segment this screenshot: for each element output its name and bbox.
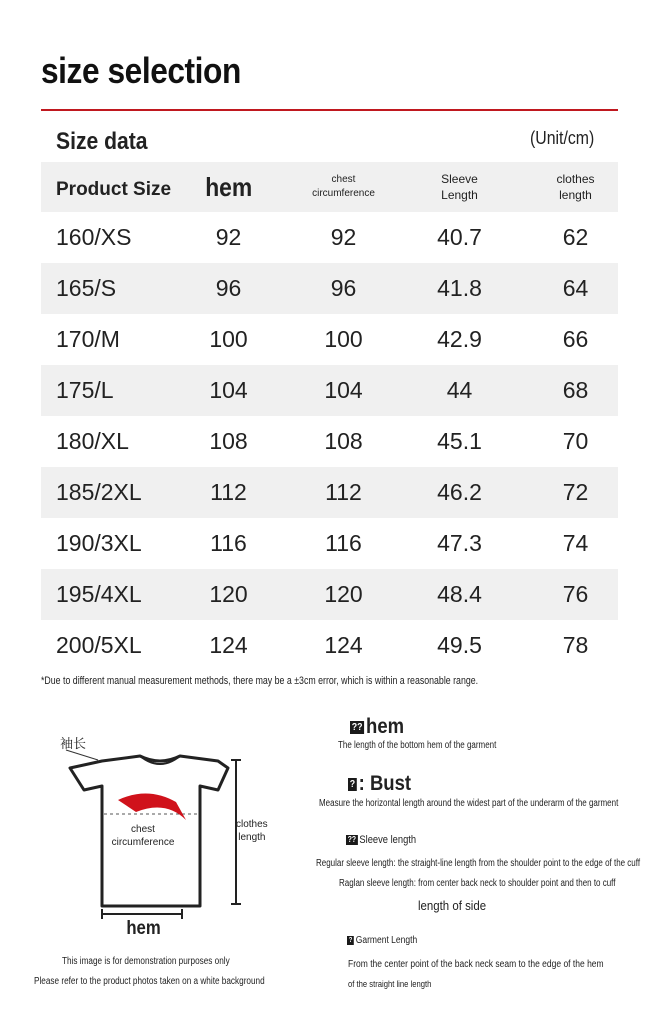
cell-clothes-length: 74 — [562, 530, 589, 556]
cell-sleeve: 47.3 — [437, 530, 482, 556]
diagram-chest-label — [108, 823, 178, 849]
table-row — [41, 314, 618, 365]
expl-length-desc1: From the center point of the back neck seam to the edge of the hem — [348, 959, 604, 970]
expl-bust-title — [348, 772, 411, 796]
cell-hem: 112 — [210, 479, 247, 505]
diagram-chest-line2: circumference — [111, 837, 175, 848]
header-cell-chest — [301, 173, 386, 201]
header-cell-sleeve — [386, 171, 533, 203]
length-title-text: Garment Length — [355, 935, 418, 946]
header-cell-hem — [156, 172, 301, 203]
cell-sleeve: 45.1 — [437, 428, 482, 454]
hem-title-text: hem — [366, 715, 405, 738]
cell-clothes-length: 78 — [562, 632, 589, 658]
cell-clothes-length: 72 — [562, 479, 589, 505]
header-chest-line1: chest — [331, 174, 356, 185]
expl-hem-desc: The length of the bottom hem of the garment — [338, 740, 497, 751]
table-row — [41, 416, 618, 467]
table-row — [41, 365, 618, 416]
cell-chest: 92 — [330, 224, 357, 250]
table-row — [41, 569, 618, 620]
bust-badge: ? — [349, 778, 356, 790]
header-chest-line2: circumference — [312, 188, 375, 199]
expl-hem-title — [350, 715, 404, 739]
cell-sleeve: 42.9 — [437, 326, 482, 352]
cell-size: 165/S — [56, 275, 117, 301]
cell-chest: 104 — [324, 377, 363, 403]
cell-sleeve: 46.2 — [437, 479, 482, 505]
cell-size: 160/XS — [56, 224, 132, 250]
table-header-row — [41, 162, 618, 212]
header-sleeve-line1: Sleeve — [441, 172, 478, 186]
cell-sleeve: 44 — [446, 377, 473, 403]
table-row — [41, 212, 618, 263]
cell-clothes-length: 66 — [562, 326, 589, 352]
diagram-sleeve-label: 袖长 — [60, 736, 87, 751]
expl-sleeve-desc1: Regular sleeve length: the straight-line length from the shoulder point to the edge of the cuff — [316, 858, 641, 869]
cell-chest: 120 — [324, 581, 363, 607]
demo-note: This image is for demonstration purposes only — [62, 956, 230, 967]
table-row — [41, 518, 618, 569]
cell-sleeve: 48.4 — [437, 581, 482, 607]
expl-bust-desc: Measure the horizontal length around the widest part of the underarm of the garment — [319, 798, 619, 809]
diagram-clothes-line2: length — [238, 832, 266, 843]
cell-hem: 104 — [209, 377, 248, 403]
cell-size: 170/M — [56, 326, 120, 352]
cell-clothes-length: 76 — [562, 581, 589, 607]
header-hem: hem — [204, 171, 253, 202]
length-badge: ? — [348, 936, 353, 944]
cell-hem: 96 — [215, 275, 242, 301]
cell-clothes-length: 70 — [562, 428, 589, 454]
cell-size: 195/4XL — [56, 581, 142, 607]
cell-chest: 112 — [325, 479, 362, 505]
header-cell-size — [41, 174, 172, 201]
expl-length-desc2: of the straight line length — [348, 979, 432, 989]
sleeve-title-text: Sleeve length — [359, 834, 417, 846]
cell-hem: 100 — [209, 326, 248, 352]
cell-hem: 92 — [215, 224, 242, 250]
expl-length-title — [347, 935, 417, 946]
expl-side-title: length of side — [418, 898, 487, 913]
table-body — [41, 212, 618, 671]
cell-chest: 96 — [330, 275, 357, 301]
table-title: Size data — [56, 128, 148, 155]
cell-size: 185/2XL — [56, 479, 142, 505]
table-row — [41, 263, 618, 314]
cell-hem: 116 — [210, 530, 247, 556]
cell-chest: 108 — [324, 428, 363, 454]
diagram-chest-line1: chest — [131, 824, 155, 835]
cell-hem: 108 — [209, 428, 248, 454]
cell-size: 180/XL — [56, 428, 129, 454]
diagram-clothes-length-label — [236, 818, 268, 844]
cell-chest: 124 — [324, 632, 363, 658]
measurement-note: *Due to different manual measurement methods, there may be a ±3cm error, which is within a reasonable range. — [41, 675, 479, 687]
cell-sleeve: 40.7 — [437, 224, 482, 250]
cell-clothes-length: 62 — [562, 224, 589, 250]
expl-sleeve-desc2: Raglan sleeve length: from center back neck to shoulder point and then to cuff — [339, 878, 616, 889]
page-title: size selection — [41, 50, 241, 91]
cell-hem: 124 — [209, 632, 248, 658]
table-row — [41, 620, 618, 671]
cell-chest: 100 — [324, 326, 363, 352]
header-clothes-line2: length — [559, 188, 592, 202]
header-sleeve-line2: Length — [441, 188, 478, 202]
bust-title-text: : Bust — [358, 772, 412, 795]
cell-sleeve: 49.5 — [437, 632, 482, 658]
cell-sleeve: 41.8 — [437, 275, 482, 301]
cell-size: 175/L — [56, 377, 114, 403]
diagram-hem-label: hem — [126, 918, 161, 939]
diagram-clothes-line1: clothes — [236, 819, 268, 830]
title-divider — [41, 109, 618, 111]
sleeve-badge: ?? — [347, 835, 357, 845]
cell-clothes-length: 64 — [562, 275, 589, 301]
hem-badge: ?? — [351, 721, 363, 733]
header-cell-clothes-length — [533, 171, 618, 203]
cell-hem: 120 — [209, 581, 248, 607]
photo-note: Please refer to the product photos taken on a white background — [34, 976, 265, 987]
header-size: Product Size — [56, 178, 172, 200]
size-table — [41, 162, 618, 671]
cell-size: 200/5XL — [56, 632, 142, 658]
cell-size: 190/3XL — [56, 530, 142, 556]
header-clothes-line1: clothes — [556, 172, 595, 186]
tshirt-diagram — [40, 728, 300, 948]
cell-clothes-length: 68 — [562, 377, 589, 403]
unit-label: (Unit/cm) — [530, 128, 595, 148]
expl-sleeve-title — [346, 834, 416, 846]
cell-chest: 116 — [325, 530, 362, 556]
table-row — [41, 467, 618, 518]
